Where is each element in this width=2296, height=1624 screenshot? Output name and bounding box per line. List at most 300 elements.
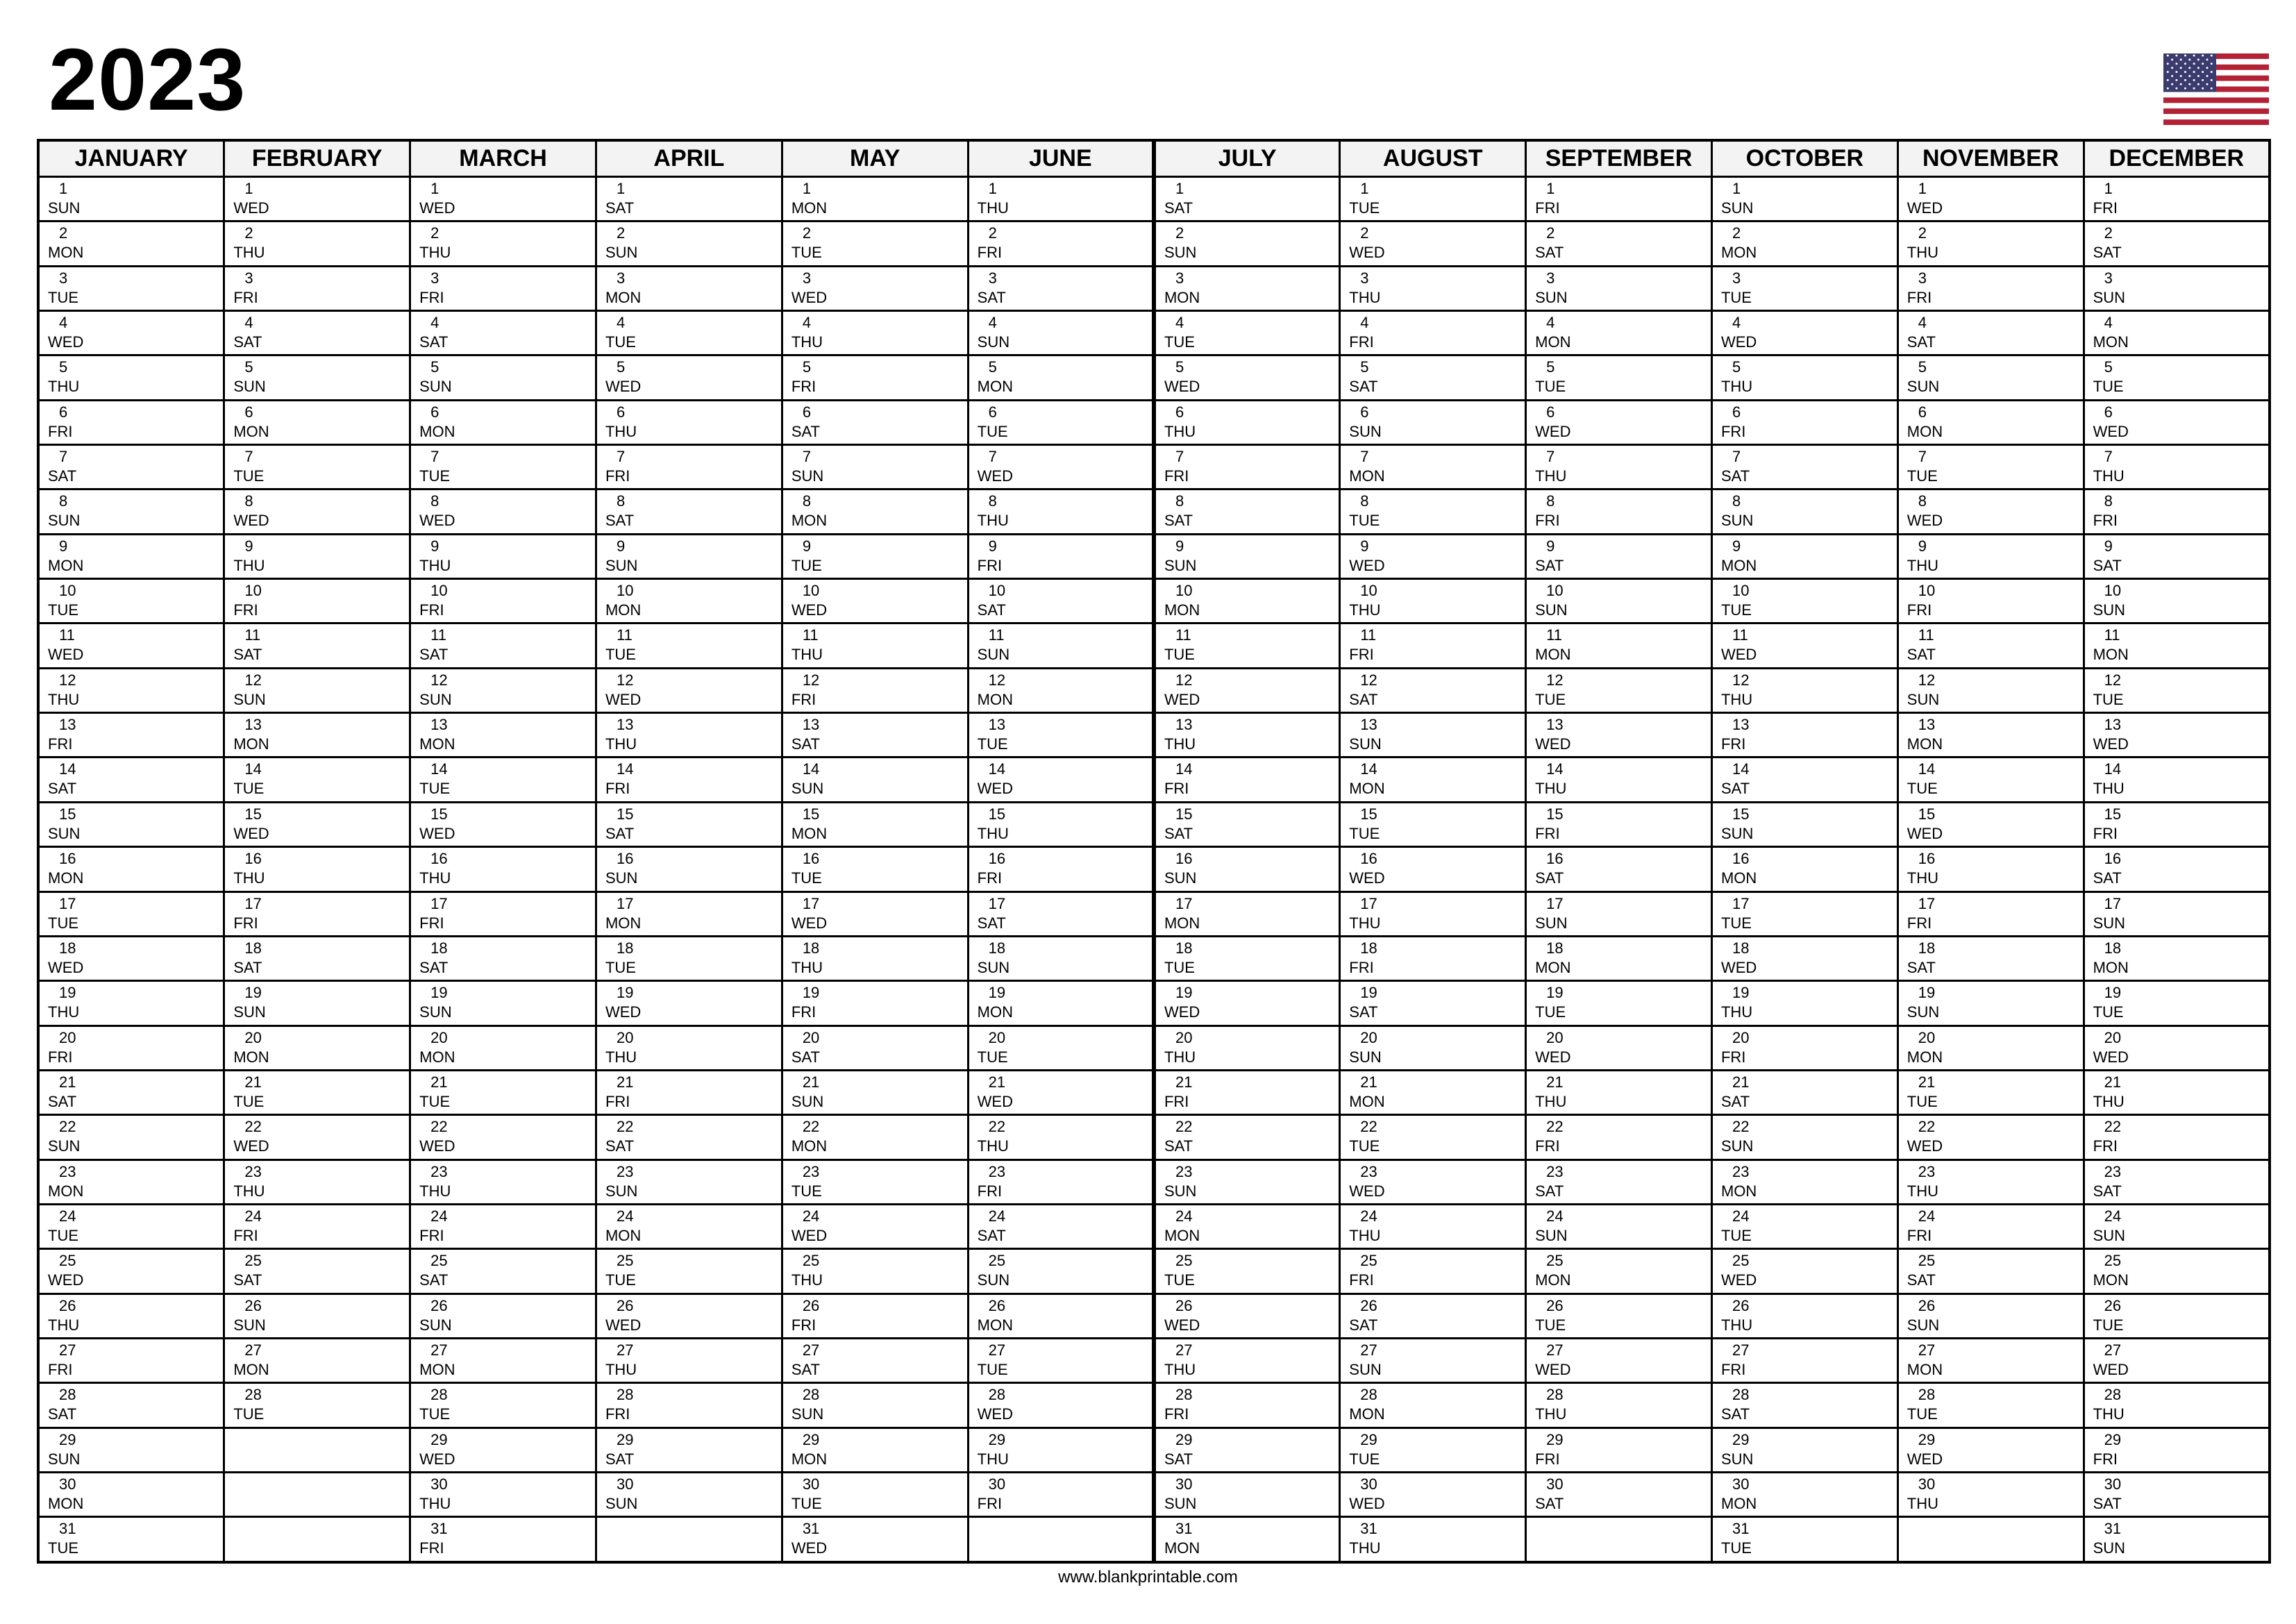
day-cell[interactable]: [1154, 445, 1340, 489]
day-cell[interactable]: [1154, 757, 1340, 802]
day-cell[interactable]: [1711, 311, 1897, 355]
day-cell[interactable]: [596, 936, 782, 980]
day-cell[interactable]: [38, 489, 224, 534]
day-cell[interactable]: [2084, 623, 2270, 668]
day-cell[interactable]: [1526, 1338, 1712, 1382]
day-cell[interactable]: [1154, 1204, 1340, 1248]
day-cell[interactable]: [1526, 1472, 1712, 1516]
day-cell[interactable]: [38, 1472, 224, 1516]
day-cell[interactable]: [2084, 713, 2270, 757]
day-cell[interactable]: [224, 1115, 410, 1160]
day-cell[interactable]: [1526, 891, 1712, 936]
day-cell[interactable]: [1526, 668, 1712, 712]
day-cell[interactable]: [1340, 1249, 1526, 1294]
day-cell[interactable]: [1340, 1517, 1526, 1562]
day-cell[interactable]: [1154, 1160, 1340, 1204]
day-cell[interactable]: [1154, 579, 1340, 623]
day-cell[interactable]: [596, 311, 782, 355]
day-cell[interactable]: [1154, 1338, 1340, 1382]
day-cell[interactable]: [782, 534, 968, 578]
day-cell[interactable]: [38, 623, 224, 668]
day-cell[interactable]: [596, 177, 782, 221]
day-cell[interactable]: [38, 311, 224, 355]
day-cell[interactable]: [1154, 1517, 1340, 1562]
day-cell[interactable]: [1154, 1115, 1340, 1160]
day-cell[interactable]: [38, 579, 224, 623]
day-cell[interactable]: [1154, 668, 1340, 712]
day-cell[interactable]: [2084, 668, 2270, 712]
day-cell[interactable]: [1340, 757, 1526, 802]
day-cell[interactable]: [224, 534, 410, 578]
day-cell[interactable]: [2084, 1338, 2270, 1382]
day-cell[interactable]: [1711, 713, 1897, 757]
day-cell[interactable]: [1340, 1204, 1526, 1248]
day-cell[interactable]: [782, 1115, 968, 1160]
day-cell[interactable]: [782, 891, 968, 936]
day-cell[interactable]: [596, 579, 782, 623]
day-cell[interactable]: [1711, 1428, 1897, 1472]
day-cell[interactable]: [596, 1070, 782, 1114]
day-cell[interactable]: [1711, 1070, 1897, 1114]
day-cell[interactable]: [1711, 891, 1897, 936]
day-cell[interactable]: [782, 1204, 968, 1248]
day-cell[interactable]: [1340, 1294, 1526, 1338]
day-cell[interactable]: [1154, 891, 1340, 936]
day-cell[interactable]: [38, 1249, 224, 1294]
day-cell[interactable]: [38, 400, 224, 444]
day-cell[interactable]: [782, 981, 968, 1026]
day-cell[interactable]: [782, 847, 968, 891]
day-cell[interactable]: [1340, 311, 1526, 355]
day-cell[interactable]: [596, 1338, 782, 1382]
day-cell[interactable]: [968, 936, 1154, 980]
day-cell[interactable]: [38, 936, 224, 980]
day-cell[interactable]: [1526, 802, 1712, 846]
day-cell[interactable]: [1340, 713, 1526, 757]
day-cell[interactable]: [224, 981, 410, 1026]
day-cell[interactable]: [2084, 1517, 2270, 1562]
day-cell[interactable]: [968, 1249, 1154, 1294]
day-cell[interactable]: [782, 445, 968, 489]
day-cell[interactable]: [1526, 355, 1712, 400]
day-cell[interactable]: [410, 981, 596, 1026]
day-cell[interactable]: [968, 266, 1154, 310]
day-cell[interactable]: [1340, 177, 1526, 221]
day-cell[interactable]: [410, 400, 596, 444]
day-cell[interactable]: [1711, 847, 1897, 891]
day-cell[interactable]: [38, 981, 224, 1026]
day-cell[interactable]: [1711, 1517, 1897, 1562]
day-cell[interactable]: [1897, 266, 2084, 310]
day-cell[interactable]: [224, 579, 410, 623]
day-cell[interactable]: [2084, 489, 2270, 534]
day-cell[interactable]: [968, 1115, 1154, 1160]
day-cell[interactable]: [2084, 891, 2270, 936]
day-cell[interactable]: [782, 221, 968, 266]
day-cell[interactable]: [1897, 1026, 2084, 1070]
day-cell[interactable]: [1897, 891, 2084, 936]
day-cell[interactable]: [1526, 1070, 1712, 1114]
day-cell[interactable]: [2084, 1472, 2270, 1516]
day-cell[interactable]: [1711, 1338, 1897, 1382]
day-cell[interactable]: [1711, 579, 1897, 623]
day-cell[interactable]: [1711, 534, 1897, 578]
day-cell[interactable]: [2084, 1070, 2270, 1114]
day-cell[interactable]: [2084, 1160, 2270, 1204]
day-cell[interactable]: [1526, 936, 1712, 980]
day-cell[interactable]: [224, 1070, 410, 1114]
day-cell[interactable]: [782, 757, 968, 802]
day-cell[interactable]: [224, 221, 410, 266]
day-cell[interactable]: [1897, 847, 2084, 891]
day-cell[interactable]: [38, 1070, 224, 1114]
day-cell[interactable]: [38, 1383, 224, 1428]
day-cell[interactable]: [2084, 1294, 2270, 1338]
day-cell[interactable]: [596, 757, 782, 802]
day-cell[interactable]: [1526, 311, 1712, 355]
day-cell[interactable]: [1897, 445, 2084, 489]
day-cell[interactable]: [2084, 802, 2270, 846]
day-cell[interactable]: [1526, 1383, 1712, 1428]
day-cell[interactable]: [1526, 489, 1712, 534]
day-cell[interactable]: [224, 311, 410, 355]
day-cell[interactable]: [1526, 1160, 1712, 1204]
day-cell[interactable]: [1526, 266, 1712, 310]
day-cell[interactable]: [596, 221, 782, 266]
day-cell[interactable]: [410, 936, 596, 980]
day-cell[interactable]: [1340, 668, 1526, 712]
day-cell[interactable]: [224, 1249, 410, 1294]
day-cell[interactable]: [1526, 400, 1712, 444]
day-cell[interactable]: [968, 623, 1154, 668]
day-cell[interactable]: [1340, 1338, 1526, 1382]
day-cell[interactable]: [596, 1294, 782, 1338]
day-cell[interactable]: [1897, 668, 2084, 712]
day-cell[interactable]: [1526, 1294, 1712, 1338]
day-cell[interactable]: [1711, 1204, 1897, 1248]
day-cell[interactable]: [1897, 400, 2084, 444]
day-cell[interactable]: [1711, 1472, 1897, 1516]
day-cell[interactable]: [1154, 400, 1340, 444]
day-cell[interactable]: [2084, 445, 2270, 489]
day-cell[interactable]: [1154, 1294, 1340, 1338]
day-cell[interactable]: [782, 1026, 968, 1070]
day-cell[interactable]: [782, 489, 968, 534]
day-cell[interactable]: [1340, 266, 1526, 310]
day-cell[interactable]: [2084, 757, 2270, 802]
day-cell[interactable]: [1526, 713, 1712, 757]
day-cell[interactable]: [410, 713, 596, 757]
day-cell[interactable]: [1154, 936, 1340, 980]
day-cell[interactable]: [2084, 936, 2270, 980]
day-cell[interactable]: [1154, 489, 1340, 534]
day-cell[interactable]: [782, 1294, 968, 1338]
day-cell[interactable]: [1526, 1026, 1712, 1070]
day-cell[interactable]: [782, 1383, 968, 1428]
day-cell[interactable]: [782, 1472, 968, 1516]
day-cell[interactable]: [410, 311, 596, 355]
day-cell[interactable]: [224, 713, 410, 757]
day-cell[interactable]: [1526, 1115, 1712, 1160]
day-cell[interactable]: [1711, 668, 1897, 712]
day-cell[interactable]: [596, 1383, 782, 1428]
day-cell[interactable]: [1526, 177, 1712, 221]
day-cell[interactable]: [2084, 981, 2270, 1026]
day-cell[interactable]: [968, 757, 1154, 802]
day-cell[interactable]: [782, 400, 968, 444]
day-cell[interactable]: [2084, 1115, 2270, 1160]
day-cell[interactable]: [410, 847, 596, 891]
day-cell[interactable]: [1711, 981, 1897, 1026]
day-cell[interactable]: [1897, 757, 2084, 802]
day-cell[interactable]: [1526, 981, 1712, 1026]
day-cell[interactable]: [1340, 1160, 1526, 1204]
day-cell[interactable]: [1526, 1204, 1712, 1248]
day-cell[interactable]: [224, 1383, 410, 1428]
day-cell[interactable]: [2084, 1249, 2270, 1294]
day-cell[interactable]: [2084, 1428, 2270, 1472]
day-cell[interactable]: [410, 1294, 596, 1338]
day-cell[interactable]: [1340, 579, 1526, 623]
day-cell[interactable]: [1711, 1383, 1897, 1428]
day-cell[interactable]: [1340, 534, 1526, 578]
day-cell[interactable]: [2084, 1383, 2270, 1428]
day-cell[interactable]: [968, 847, 1154, 891]
day-cell[interactable]: [1897, 1115, 2084, 1160]
day-cell[interactable]: [410, 1070, 596, 1114]
day-cell[interactable]: [1897, 355, 2084, 400]
day-cell[interactable]: [1340, 1026, 1526, 1070]
day-cell[interactable]: [2084, 400, 2270, 444]
day-cell[interactable]: [968, 221, 1154, 266]
day-cell[interactable]: [1711, 802, 1897, 846]
day-cell[interactable]: [1711, 221, 1897, 266]
day-cell[interactable]: [410, 221, 596, 266]
day-cell[interactable]: [1340, 936, 1526, 980]
day-cell[interactable]: [596, 891, 782, 936]
day-cell[interactable]: [782, 623, 968, 668]
day-cell[interactable]: [1897, 221, 2084, 266]
day-cell[interactable]: [1897, 981, 2084, 1026]
day-cell[interactable]: [1340, 1070, 1526, 1114]
day-cell[interactable]: [596, 355, 782, 400]
day-cell[interactable]: [782, 355, 968, 400]
day-cell[interactable]: [782, 1249, 968, 1294]
day-cell[interactable]: [1711, 1115, 1897, 1160]
day-cell[interactable]: [410, 891, 596, 936]
day-cell[interactable]: [596, 534, 782, 578]
day-cell[interactable]: [968, 713, 1154, 757]
day-cell[interactable]: [968, 400, 1154, 444]
day-cell[interactable]: [1154, 1026, 1340, 1070]
day-cell[interactable]: [1154, 1472, 1340, 1516]
day-cell[interactable]: [224, 489, 410, 534]
day-cell[interactable]: [38, 802, 224, 846]
day-cell[interactable]: [596, 1115, 782, 1160]
day-cell[interactable]: [410, 757, 596, 802]
day-cell[interactable]: [410, 266, 596, 310]
day-cell[interactable]: [224, 400, 410, 444]
day-cell[interactable]: [1711, 623, 1897, 668]
day-cell[interactable]: [224, 847, 410, 891]
day-cell[interactable]: [596, 981, 782, 1026]
day-cell[interactable]: [1897, 1472, 2084, 1516]
day-cell[interactable]: [38, 668, 224, 712]
day-cell[interactable]: [968, 1070, 1154, 1114]
day-cell[interactable]: [1340, 891, 1526, 936]
day-cell[interactable]: [38, 1428, 224, 1472]
day-cell[interactable]: [2084, 534, 2270, 578]
day-cell[interactable]: [1154, 981, 1340, 1026]
day-cell[interactable]: [38, 355, 224, 400]
day-cell[interactable]: [1526, 221, 1712, 266]
day-cell[interactable]: [1711, 1160, 1897, 1204]
day-cell[interactable]: [1526, 445, 1712, 489]
day-cell[interactable]: [1340, 355, 1526, 400]
day-cell[interactable]: [1711, 355, 1897, 400]
day-cell[interactable]: [1340, 1383, 1526, 1428]
day-cell[interactable]: [1154, 177, 1340, 221]
day-cell[interactable]: [410, 1204, 596, 1248]
day-cell[interactable]: [38, 1517, 224, 1562]
day-cell[interactable]: [968, 579, 1154, 623]
day-cell[interactable]: [596, 1160, 782, 1204]
day-cell[interactable]: [410, 623, 596, 668]
day-cell[interactable]: [38, 1294, 224, 1338]
day-cell[interactable]: [596, 1026, 782, 1070]
day-cell[interactable]: [224, 936, 410, 980]
day-cell[interactable]: [224, 1160, 410, 1204]
day-cell[interactable]: [1711, 489, 1897, 534]
day-cell[interactable]: [968, 1383, 1154, 1428]
day-cell[interactable]: [1154, 623, 1340, 668]
day-cell[interactable]: [1154, 847, 1340, 891]
day-cell[interactable]: [968, 1472, 1154, 1516]
day-cell[interactable]: [1154, 311, 1340, 355]
day-cell[interactable]: [1340, 847, 1526, 891]
day-cell[interactable]: [410, 1472, 596, 1516]
day-cell[interactable]: [1154, 534, 1340, 578]
day-cell[interactable]: [968, 668, 1154, 712]
day-cell[interactable]: [782, 266, 968, 310]
day-cell[interactable]: [596, 400, 782, 444]
day-cell[interactable]: [782, 713, 968, 757]
day-cell[interactable]: [1897, 534, 2084, 578]
day-cell[interactable]: [782, 1160, 968, 1204]
day-cell[interactable]: [1711, 1026, 1897, 1070]
day-cell[interactable]: [968, 177, 1154, 221]
day-cell[interactable]: [1526, 1249, 1712, 1294]
day-cell[interactable]: [38, 266, 224, 310]
day-cell[interactable]: [1897, 1294, 2084, 1338]
day-cell[interactable]: [968, 981, 1154, 1026]
day-cell[interactable]: [782, 936, 968, 980]
day-cell[interactable]: [410, 355, 596, 400]
day-cell[interactable]: [1526, 847, 1712, 891]
day-cell[interactable]: [968, 1294, 1154, 1338]
day-cell[interactable]: [596, 1472, 782, 1516]
day-cell[interactable]: [1897, 177, 2084, 221]
day-cell[interactable]: [1154, 802, 1340, 846]
day-cell[interactable]: [968, 1204, 1154, 1248]
day-cell[interactable]: [1711, 1294, 1897, 1338]
day-cell[interactable]: [224, 355, 410, 400]
day-cell[interactable]: [410, 1383, 596, 1428]
day-cell[interactable]: [968, 1160, 1154, 1204]
day-cell[interactable]: [596, 489, 782, 534]
day-cell[interactable]: [410, 802, 596, 846]
day-cell[interactable]: [38, 1026, 224, 1070]
day-cell[interactable]: [1897, 579, 2084, 623]
day-cell[interactable]: [224, 266, 410, 310]
day-cell[interactable]: [1154, 266, 1340, 310]
day-cell[interactable]: [1897, 713, 2084, 757]
day-cell[interactable]: [1897, 936, 2084, 980]
day-cell[interactable]: [1154, 1383, 1340, 1428]
day-cell[interactable]: [968, 355, 1154, 400]
day-cell[interactable]: [1340, 445, 1526, 489]
day-cell[interactable]: [968, 311, 1154, 355]
day-cell[interactable]: [38, 445, 224, 489]
day-cell[interactable]: [596, 1204, 782, 1248]
day-cell[interactable]: [224, 1026, 410, 1070]
day-cell[interactable]: [596, 847, 782, 891]
day-cell[interactable]: [782, 311, 968, 355]
day-cell[interactable]: [1340, 400, 1526, 444]
day-cell[interactable]: [38, 534, 224, 578]
day-cell[interactable]: [2084, 1026, 2270, 1070]
day-cell[interactable]: [2084, 579, 2270, 623]
day-cell[interactable]: [224, 891, 410, 936]
day-cell[interactable]: [968, 1338, 1154, 1382]
day-cell[interactable]: [1897, 623, 2084, 668]
day-cell[interactable]: [410, 489, 596, 534]
day-cell[interactable]: [410, 1026, 596, 1070]
day-cell[interactable]: [38, 713, 224, 757]
day-cell[interactable]: [596, 445, 782, 489]
day-cell[interactable]: [2084, 1204, 2270, 1248]
day-cell[interactable]: [1340, 1472, 1526, 1516]
day-cell[interactable]: [410, 579, 596, 623]
day-cell[interactable]: [1897, 1249, 2084, 1294]
day-cell[interactable]: [596, 802, 782, 846]
day-cell[interactable]: [224, 1338, 410, 1382]
day-cell[interactable]: [1897, 1383, 2084, 1428]
day-cell[interactable]: [782, 1338, 968, 1382]
day-cell[interactable]: [1154, 1249, 1340, 1294]
day-cell[interactable]: [1340, 981, 1526, 1026]
day-cell[interactable]: [224, 177, 410, 221]
day-cell[interactable]: [224, 802, 410, 846]
day-cell[interactable]: [968, 489, 1154, 534]
day-cell[interactable]: [1897, 802, 2084, 846]
day-cell[interactable]: [1526, 534, 1712, 578]
day-cell[interactable]: [1340, 802, 1526, 846]
day-cell[interactable]: [410, 1428, 596, 1472]
day-cell[interactable]: [410, 1338, 596, 1382]
day-cell[interactable]: [1897, 1428, 2084, 1472]
day-cell[interactable]: [1340, 623, 1526, 668]
day-cell[interactable]: [968, 534, 1154, 578]
day-cell[interactable]: [968, 445, 1154, 489]
day-cell[interactable]: [38, 891, 224, 936]
day-cell[interactable]: [410, 1249, 596, 1294]
day-cell[interactable]: [2084, 847, 2270, 891]
day-cell[interactable]: [782, 1517, 968, 1562]
day-cell[interactable]: [38, 757, 224, 802]
day-cell[interactable]: [410, 534, 596, 578]
day-cell[interactable]: [1711, 400, 1897, 444]
